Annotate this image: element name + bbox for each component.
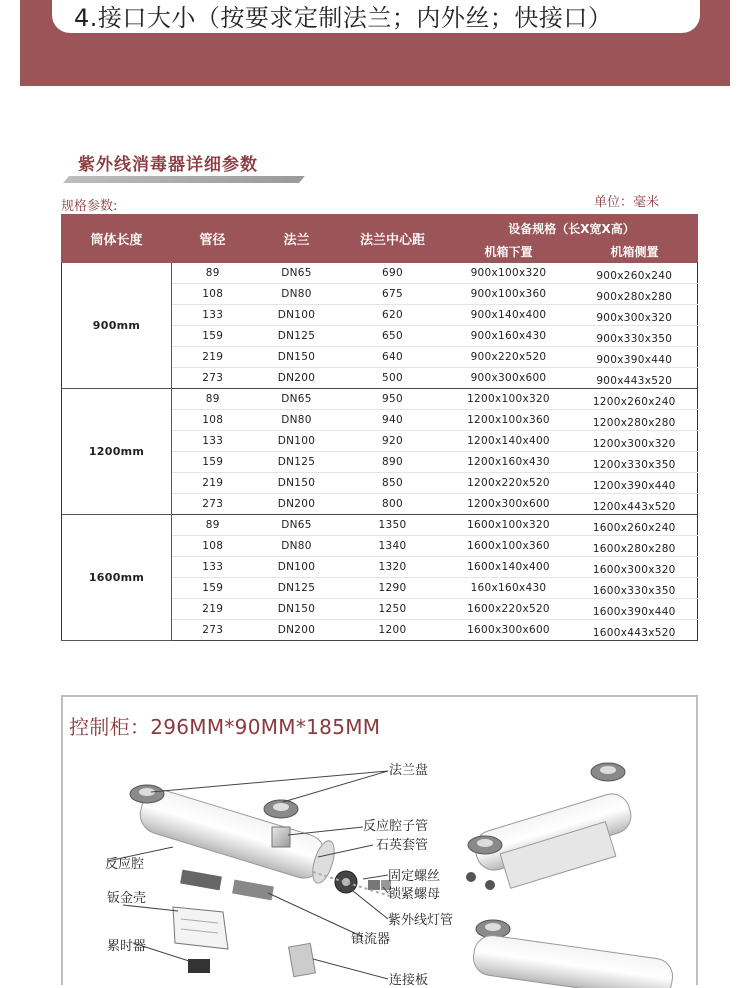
cell-box-side: 900x443x520 [572, 368, 698, 389]
cell-box-side: 1600x300x320 [572, 557, 698, 578]
table-row [62, 389, 698, 410]
cell-box-side: 1600x260x240 [572, 515, 698, 536]
assembled-unit-top [466, 763, 635, 890]
callout-lock-nut: 锁紧螺母 [388, 887, 441, 902]
cell-box-below: 1200x140x400 [446, 431, 572, 452]
cell-box-below: 1200x160x430 [446, 452, 572, 473]
cell-box-side: 900x390x440 [572, 347, 698, 368]
table-row [62, 263, 698, 284]
cell-box-side: 1200x300x320 [572, 431, 698, 452]
cell-box-below: 900x300x600 [446, 368, 572, 389]
cell-center-distance: 690 [340, 263, 446, 284]
header-box-below: 机箱下置 [446, 240, 572, 263]
callout-fixing-screw: 固定螺丝 [388, 869, 441, 884]
cell-flange: DN200 [254, 368, 340, 389]
cell-pipe: 108 [172, 536, 254, 557]
cell-box-side: 1200x330x350 [572, 452, 698, 473]
callout-reactor: 反应腔 [105, 857, 145, 872]
cell-flange: DN65 [254, 389, 340, 410]
cell-center-distance: 920 [340, 431, 446, 452]
cell-box-side: 900x260x240 [572, 263, 698, 284]
cell-flange: DN80 [254, 536, 340, 557]
header-length: 筒体长度 [62, 215, 172, 263]
header-box-side: 机箱侧置 [572, 240, 698, 263]
spec-table [61, 214, 698, 641]
cell-box-below: 900x160x430 [446, 326, 572, 347]
cell-box-side: 900x330x350 [572, 326, 698, 347]
cell-center-distance: 890 [340, 452, 446, 473]
reactor-tube [135, 785, 338, 885]
timer-part [188, 959, 210, 973]
unit-label: 单位：毫米 [594, 195, 660, 210]
cell-center-distance: 1320 [340, 557, 446, 578]
cell-center-distance: 500 [340, 368, 446, 389]
flange-disc-left [130, 785, 164, 803]
callout-flange-plate: 法兰盘 [389, 763, 429, 778]
cell-center-distance: 1250 [340, 599, 446, 620]
cell-pipe: 219 [172, 599, 254, 620]
cell-pipe: 273 [172, 368, 254, 389]
cell-box-below: 900x100x360 [446, 284, 572, 305]
cell-pipe: 159 [172, 326, 254, 347]
cell-pipe: 159 [172, 452, 254, 473]
cell-box-side: 1600x330x350 [572, 578, 698, 599]
cell-flange: DN65 [254, 515, 340, 536]
cell-flange: DN100 [254, 305, 340, 326]
cell-flange: DN100 [254, 431, 340, 452]
ballast-block [180, 870, 222, 891]
cell-pipe: 108 [172, 284, 254, 305]
cell-pipe: 273 [172, 494, 254, 515]
cell-center-distance: 950 [340, 389, 446, 410]
section-title: 紫外线消毒器详细参数 [78, 155, 258, 175]
cell-center-distance: 1340 [340, 536, 446, 557]
cell-box-below: 1200x100x360 [446, 410, 572, 431]
cell-center-distance: 640 [340, 347, 446, 368]
lock-nut-part [368, 880, 380, 890]
cell-box-below: 1200x100x320 [446, 389, 572, 410]
cell-length: 900mm [62, 263, 172, 389]
cell-center-distance: 650 [340, 326, 446, 347]
cell-center-distance: 1200 [340, 620, 446, 641]
cell-pipe: 89 [172, 515, 254, 536]
cell-flange: DN200 [254, 494, 340, 515]
callout-timer: 累时器 [107, 939, 147, 954]
cell-box-below: 900x100x320 [446, 263, 572, 284]
callout-uv-lamp: 紫外线灯管 [388, 913, 454, 928]
spec-label: 规格参数: [61, 199, 118, 214]
cell-box-side: 900x280x280 [572, 284, 698, 305]
cell-length: 1600mm [62, 515, 172, 641]
cell-box-below: 1600x100x360 [446, 536, 572, 557]
cell-center-distance: 850 [340, 473, 446, 494]
cell-flange: DN125 [254, 578, 340, 599]
cell-center-distance: 940 [340, 410, 446, 431]
cell-pipe: 108 [172, 410, 254, 431]
cell-box-below: 1600x220x520 [446, 599, 572, 620]
header-center-distance: 法兰中心距 [340, 215, 446, 263]
callout-sheet-metal-shell: 钣金壳 [107, 891, 147, 906]
header-flange: 法兰 [254, 215, 340, 263]
cell-flange: DN65 [254, 263, 340, 284]
cell-flange: DN125 [254, 326, 340, 347]
cell-box-below: 1600x300x600 [446, 620, 572, 641]
header-box-size: 设备规格（长X宽X高） [446, 215, 698, 240]
cell-flange: DN150 [254, 599, 340, 620]
cell-pipe: 89 [172, 263, 254, 284]
sheet-metal-shell [173, 907, 228, 949]
cell-box-below: 160x160x430 [446, 578, 572, 599]
cell-pipe: 89 [172, 389, 254, 410]
cell-flange: DN150 [254, 347, 340, 368]
cell-box-side: 1600x390x440 [572, 599, 698, 620]
cabinet-title: 控制柜：296MM*90MM*185MM [69, 715, 381, 739]
cell-flange: DN80 [254, 410, 340, 431]
cell-box-side: 1200x280x280 [572, 410, 698, 431]
cell-box-below: 1200x300x600 [446, 494, 572, 515]
cell-center-distance: 620 [340, 305, 446, 326]
cell-center-distance: 800 [340, 494, 446, 515]
cell-flange: DN150 [254, 473, 340, 494]
spec-table-body [62, 263, 698, 641]
callout-quartz-sleeve: 石英套管 [376, 838, 429, 853]
cell-pipe: 219 [172, 473, 254, 494]
cell-pipe: 273 [172, 620, 254, 641]
cell-box-below: 1600x140x400 [446, 557, 572, 578]
callout-ballast: 镇流器 [351, 932, 391, 947]
cell-flange: DN80 [254, 284, 340, 305]
cell-flange: DN200 [254, 620, 340, 641]
cell-pipe: 219 [172, 347, 254, 368]
cell-box-below: 900x220x520 [446, 347, 572, 368]
cell-box-side: 900x300x320 [572, 305, 698, 326]
cell-center-distance: 675 [340, 284, 446, 305]
cell-center-distance: 1350 [340, 515, 446, 536]
cell-box-side: 1200x390x440 [572, 473, 698, 494]
cell-box-side: 1200x260x240 [572, 389, 698, 410]
cell-box-side: 1600x443x520 [572, 620, 698, 641]
cell-length: 1200mm [62, 389, 172, 515]
title-underline [63, 176, 305, 183]
table-row [62, 515, 698, 536]
cell-box-side: 1200x443x520 [572, 494, 698, 515]
cell-pipe: 133 [172, 305, 254, 326]
cell-pipe: 133 [172, 557, 254, 578]
cell-box-below: 1200x220x520 [446, 473, 572, 494]
assembled-unit-bottom [471, 920, 675, 988]
callout-connector-board: 连接板 [389, 973, 429, 988]
cell-center-distance: 1290 [340, 578, 446, 599]
header-pipe: 管径 [172, 215, 254, 263]
cell-flange: DN125 [254, 452, 340, 473]
cell-box-below: 900x140x400 [446, 305, 572, 326]
cell-box-below: 1600x100x320 [446, 515, 572, 536]
cabinet-frame [61, 695, 698, 988]
callout-reactor-sub-tube: 反应腔子管 [363, 819, 429, 834]
reactor-sub-tube [272, 827, 290, 847]
cell-pipe: 133 [172, 431, 254, 452]
banner-heading: 4.接口大小（按要求定制法兰；内外丝；快接口） [74, 4, 613, 32]
flange-disc-right [264, 800, 298, 818]
cell-flange: DN100 [254, 557, 340, 578]
cell-pipe: 159 [172, 578, 254, 599]
cell-box-side: 1600x280x280 [572, 536, 698, 557]
